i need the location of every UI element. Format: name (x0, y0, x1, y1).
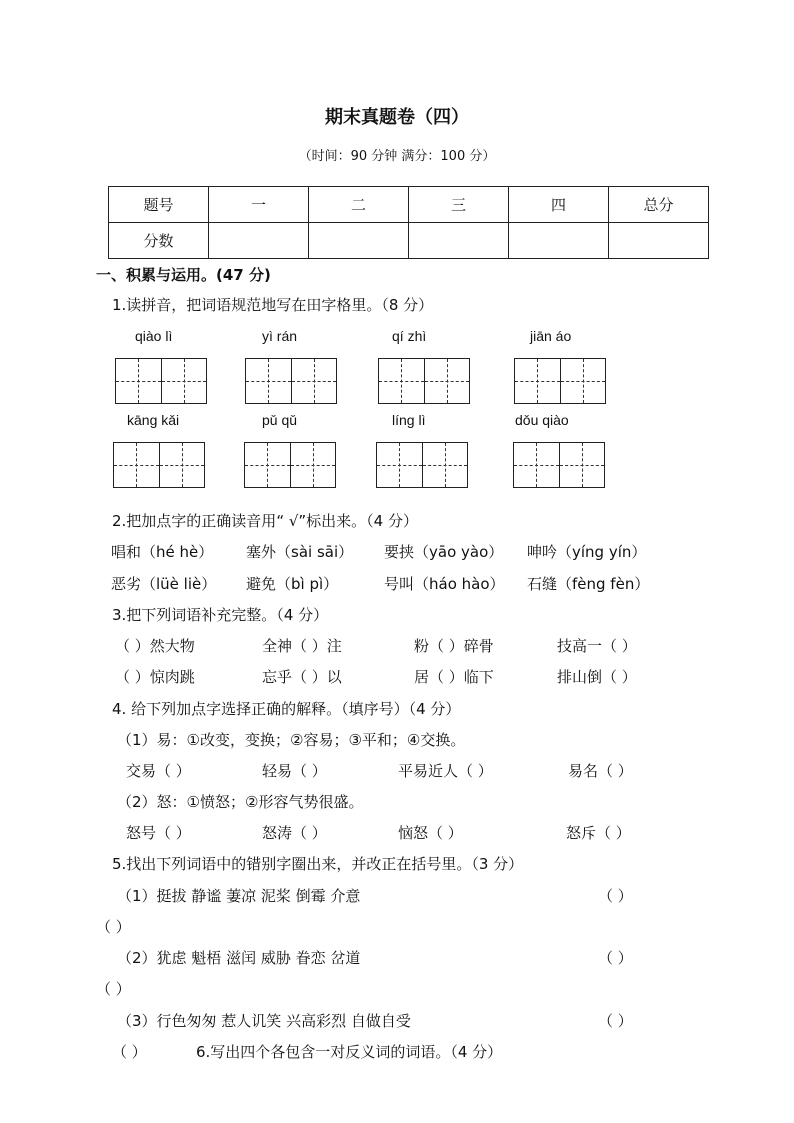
q3-item: 全神（ ）注 (262, 637, 342, 655)
score-input-cell[interactable] (309, 223, 409, 259)
tianzige-grid[interactable] (376, 442, 468, 488)
answer-paren[interactable]: （ ） (112, 1043, 147, 1061)
pinyin-label: kāng kǎi (127, 412, 180, 428)
score-input-cell[interactable] (409, 223, 509, 259)
q4-item: 怒涛（ ） (262, 824, 327, 842)
score-table-header-row (109, 187, 709, 223)
score-table-cell: 一 (209, 187, 309, 223)
q3-item: （ ）惊肉跳 (115, 668, 195, 686)
q4-item: 怒号（ ） (126, 824, 191, 842)
pinyin-label: jiān áo (530, 328, 572, 344)
score-table-cell: 三 (409, 187, 509, 223)
answer-paren[interactable]: （ ） (598, 949, 633, 967)
q2-item: 唱和（hé hè） (111, 543, 214, 561)
q3-item: 粉（ ）碎骨 (414, 637, 494, 655)
q4-item: 怒斥（ ） (566, 824, 631, 842)
page-title: 期末真题卷（四） (325, 107, 469, 128)
pinyin-label: qiào lì (135, 328, 173, 344)
question-6-prompt: 6.写出四个各包含一对反义词的词语。（4 分） (196, 1043, 503, 1061)
score-table-cell: 四 (509, 187, 609, 223)
q3-item: 忘乎（ ）以 (262, 668, 342, 686)
question-5-prompt: 5.找出下列词语中的错别字圈出来，并改正在括号里。（3 分） (112, 855, 524, 873)
score-table-cell: 总分 (609, 187, 709, 223)
q4-item: 轻易（ ） (262, 762, 327, 780)
score-table (108, 186, 709, 259)
q5-row: （1）挺拔 静谧 萋凉 泥桨 倒霉 介意 (117, 887, 361, 905)
pinyin-label: qí zhì (392, 328, 427, 344)
q4-sub-prompt: （2）怒：①愤怒；②形容气势很盛。 (117, 793, 364, 811)
answer-paren[interactable]: （ ） (96, 980, 131, 998)
q4-item: 平易近人（ ） (398, 762, 493, 780)
q2-item: 避免（bì pì） (246, 575, 339, 593)
pinyin-label: líng lì (392, 412, 426, 428)
score-input-cell[interactable] (209, 223, 309, 259)
tianzige-grid[interactable] (245, 358, 337, 404)
question-4-prompt: 4. 给下列加点字选择正确的解释。（填序号）（4 分） (112, 700, 461, 718)
q4-sub-prompt: （1）易：①改变，变换；②容易；③平和；④交换。 (117, 731, 466, 749)
q2-item: 塞外（sài sāi） (246, 543, 354, 561)
q4-item: 恼怒（ ） (398, 824, 463, 842)
tianzige-grid[interactable] (513, 442, 605, 488)
tianzige-grid[interactable] (514, 358, 606, 404)
tianzige-grid[interactable] (378, 358, 470, 404)
score-table-cell: 二 (309, 187, 409, 223)
q4-item: 易名（ ） (568, 762, 633, 780)
score-table-cell: 题号 (109, 187, 209, 223)
q3-item: 排山倒（ ） (557, 668, 637, 686)
tianzige-grid[interactable] (115, 358, 207, 404)
question-2-prompt: 2.把加点字的正确读音用“ √”标出来。（4 分） (112, 512, 418, 530)
q3-item: （ ）然大物 (115, 637, 195, 655)
score-table-cell: 分数 (109, 223, 209, 259)
q2-item: 呻吟（yíng yín） (527, 543, 647, 561)
q3-item: 居（ ）临下 (414, 668, 494, 686)
question-3-prompt: 3.把下列词语补充完整。（4 分） (112, 606, 329, 624)
answer-paren[interactable]: （ ） (598, 887, 633, 905)
score-input-cell[interactable] (509, 223, 609, 259)
q5-row: （3）行色匆匆 惹人讥笑 兴高彩烈 自做自受 (117, 1012, 411, 1030)
pinyin-label: dǒu qiào (515, 412, 569, 428)
q5-row: （2）犹虑 魁梧 滋闰 威胁 眷恋 岔道 (117, 949, 361, 967)
q2-item: 要挟（yāo yào） (384, 543, 504, 561)
question-1-prompt: 1.读拼音，把词语规范地写在田字格里。（8 分） (112, 296, 434, 314)
q2-item: 恶劣（lüè liè） (111, 575, 217, 593)
answer-paren[interactable]: （ ） (96, 918, 131, 936)
q2-item: 石缝（fèng fèn） (527, 575, 650, 593)
section-heading: 一、积累与运用。(47 分) (96, 266, 271, 284)
tianzige-grid[interactable] (113, 442, 205, 488)
tianzige-grid[interactable] (244, 442, 336, 488)
q4-item: 交易（ ） (126, 762, 191, 780)
pinyin-label: yì rán (262, 328, 298, 344)
q2-item: 号叫（háo hào） (384, 575, 505, 593)
exam-info: （时间：90 分钟 满分：100 分） (298, 149, 496, 164)
pinyin-label: pǔ qǔ (262, 412, 298, 428)
q3-item: 技高一（ ） (557, 637, 637, 655)
answer-paren[interactable]: （ ） (598, 1012, 633, 1030)
score-table-score-row (109, 223, 709, 259)
score-input-cell[interactable] (609, 223, 709, 259)
